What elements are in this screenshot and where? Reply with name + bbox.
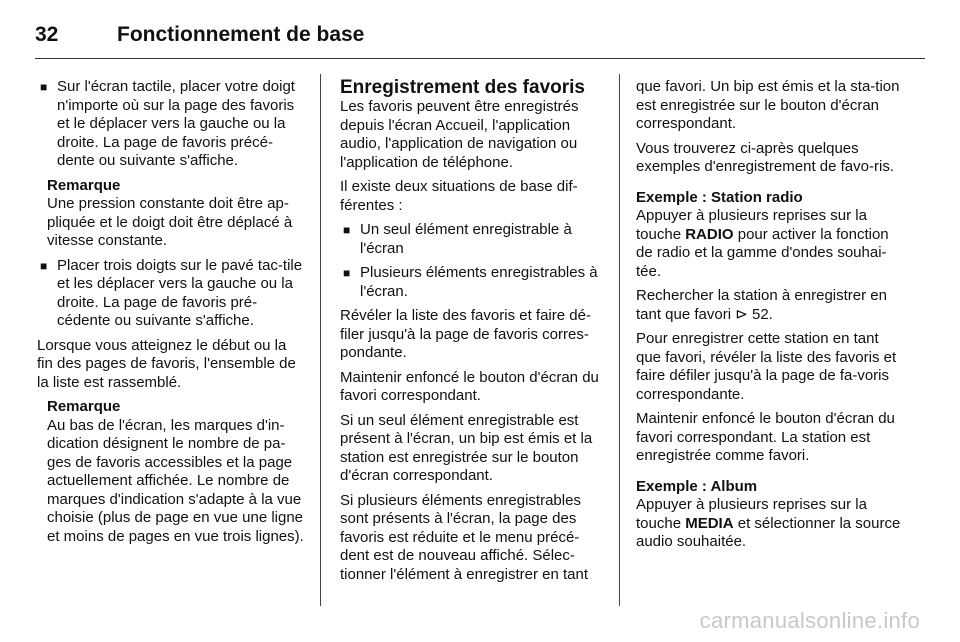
list-item: ■ Plusieurs éléments enregistrables à l'écran. <box>340 264 603 301</box>
page-reference: 52. <box>747 305 773 323</box>
paragraph: Lorsque vous atteignez le début ou la fin des pages de favoris, l'ensemble de la liste est rassemblé. <box>37 336 296 391</box>
paragraph <box>636 207 904 281</box>
text-run: et sélectionner la source audio souhaitée. <box>636 514 901 550</box>
note-text: Une pression constante doit être ap-pliquée et le doigt doit être déplacé à vitesse constante. <box>47 195 293 249</box>
page-reference-icon: ⊳ <box>735 305 748 323</box>
list-item: ■ Un seul élément enregistrable à l'écran <box>340 221 603 258</box>
paragraph: Il existe deux situations de base dif-férentes : <box>340 178 578 214</box>
list-item: ■ Placer trois doigts sur le pavé tac-tile et les déplacer vers la gauche ou la droite. La page de favoris pré-cédente ou suivante s'affiche. <box>37 257 305 331</box>
paragraph: Les favoris peuvent être enregistrés depuis l'écran Accueil, l'application audio, l'application de navigation ou l'application de téléphone. <box>340 98 579 171</box>
column-2 <box>340 78 603 590</box>
header-rule <box>35 58 925 59</box>
example-heading: Exemple : Station radio <box>636 188 803 206</box>
text-run: pour activer la fonction de radio et la gamme d'ondes souhai-tée. <box>636 225 889 280</box>
paragraph: Maintenir enfoncé le bouton d'écran du favori correspondant. La station est enregistrée comme favori. <box>636 410 895 464</box>
paragraph <box>636 496 904 552</box>
paragraph: Révéler la liste des favoris et faire dé-filer jusqu'à la page de favoris corres-pondante. <box>340 307 591 361</box>
text-run: Appuyer à plusieurs reprises sur la touche <box>636 496 867 532</box>
paragraph <box>636 287 904 324</box>
example-heading: Exemple : Album <box>636 477 758 495</box>
column-divider-2 <box>619 74 620 606</box>
page-title: Fonctionnement de base <box>117 23 365 46</box>
text-run: Appuyer à plusieurs reprises sur la touche <box>636 207 867 243</box>
note-box <box>37 177 305 251</box>
radio-key-label: RADIO <box>685 225 734 243</box>
note-heading: Remarque <box>47 398 121 415</box>
page-number: 32 <box>35 23 59 46</box>
note-box <box>37 398 305 546</box>
paragraph: Si un seul élément enregistrable est présent à l'écran, un bip est émis et la station est enregistrée sur le bouton d'écran correspondant. <box>340 411 593 484</box>
section-heading: Enregistrement des favoris <box>340 77 585 98</box>
paragraph: Maintenir enfoncé le bouton d'écran du favori correspondant. <box>340 368 599 404</box>
column-3 <box>636 78 904 558</box>
paragraph: Pour enregistrer cette station en tant que favori, révéler la liste des favoris et faire défiler jusqu'à la page de fa-voris correspondante. <box>636 330 897 403</box>
list-item: ■ Sur l'écran tactile, placer votre doigt n'importe où sur la page des favoris et le déplacer vers la gauche ou la droite. La page de favoris précé-dente ou suivante s'affiche. <box>37 78 305 171</box>
column-divider-1 <box>320 74 321 606</box>
text-run: Rechercher la station à enregistrer en tant que favori <box>636 287 887 323</box>
note-heading: Remarque <box>47 176 121 194</box>
column-1 <box>37 78 305 552</box>
paragraph: Vous trouverez ci-après quelques exemples d'enregistrement de favo-ris. <box>636 139 894 175</box>
media-key-label: MEDIA <box>685 514 734 532</box>
paragraph: Si plusieurs éléments enregistrables sont présents à l'écran, la page des favoris est réduite et le menu précé-dent est de nouveau affiché. Sélec-tionner l'élément à enregistrer en tant <box>340 491 589 583</box>
paragraph: que favori. Un bip est émis et la sta-tion est enregistrée sur le bouton d'écran correspondant. <box>636 78 900 132</box>
page-header <box>35 18 364 52</box>
note-text: Au bas de l'écran, les marques d'in-dication désignent le nombre de pa-ges de favoris accessibles et la page actuellement affichée. Le nombre de marques d'indication s'adapte à la vue choisie (plus de page en vue une ligne et moins de pages en vue trois lignes). <box>47 416 304 545</box>
watermark: carmanualsonline.info <box>699 608 920 633</box>
